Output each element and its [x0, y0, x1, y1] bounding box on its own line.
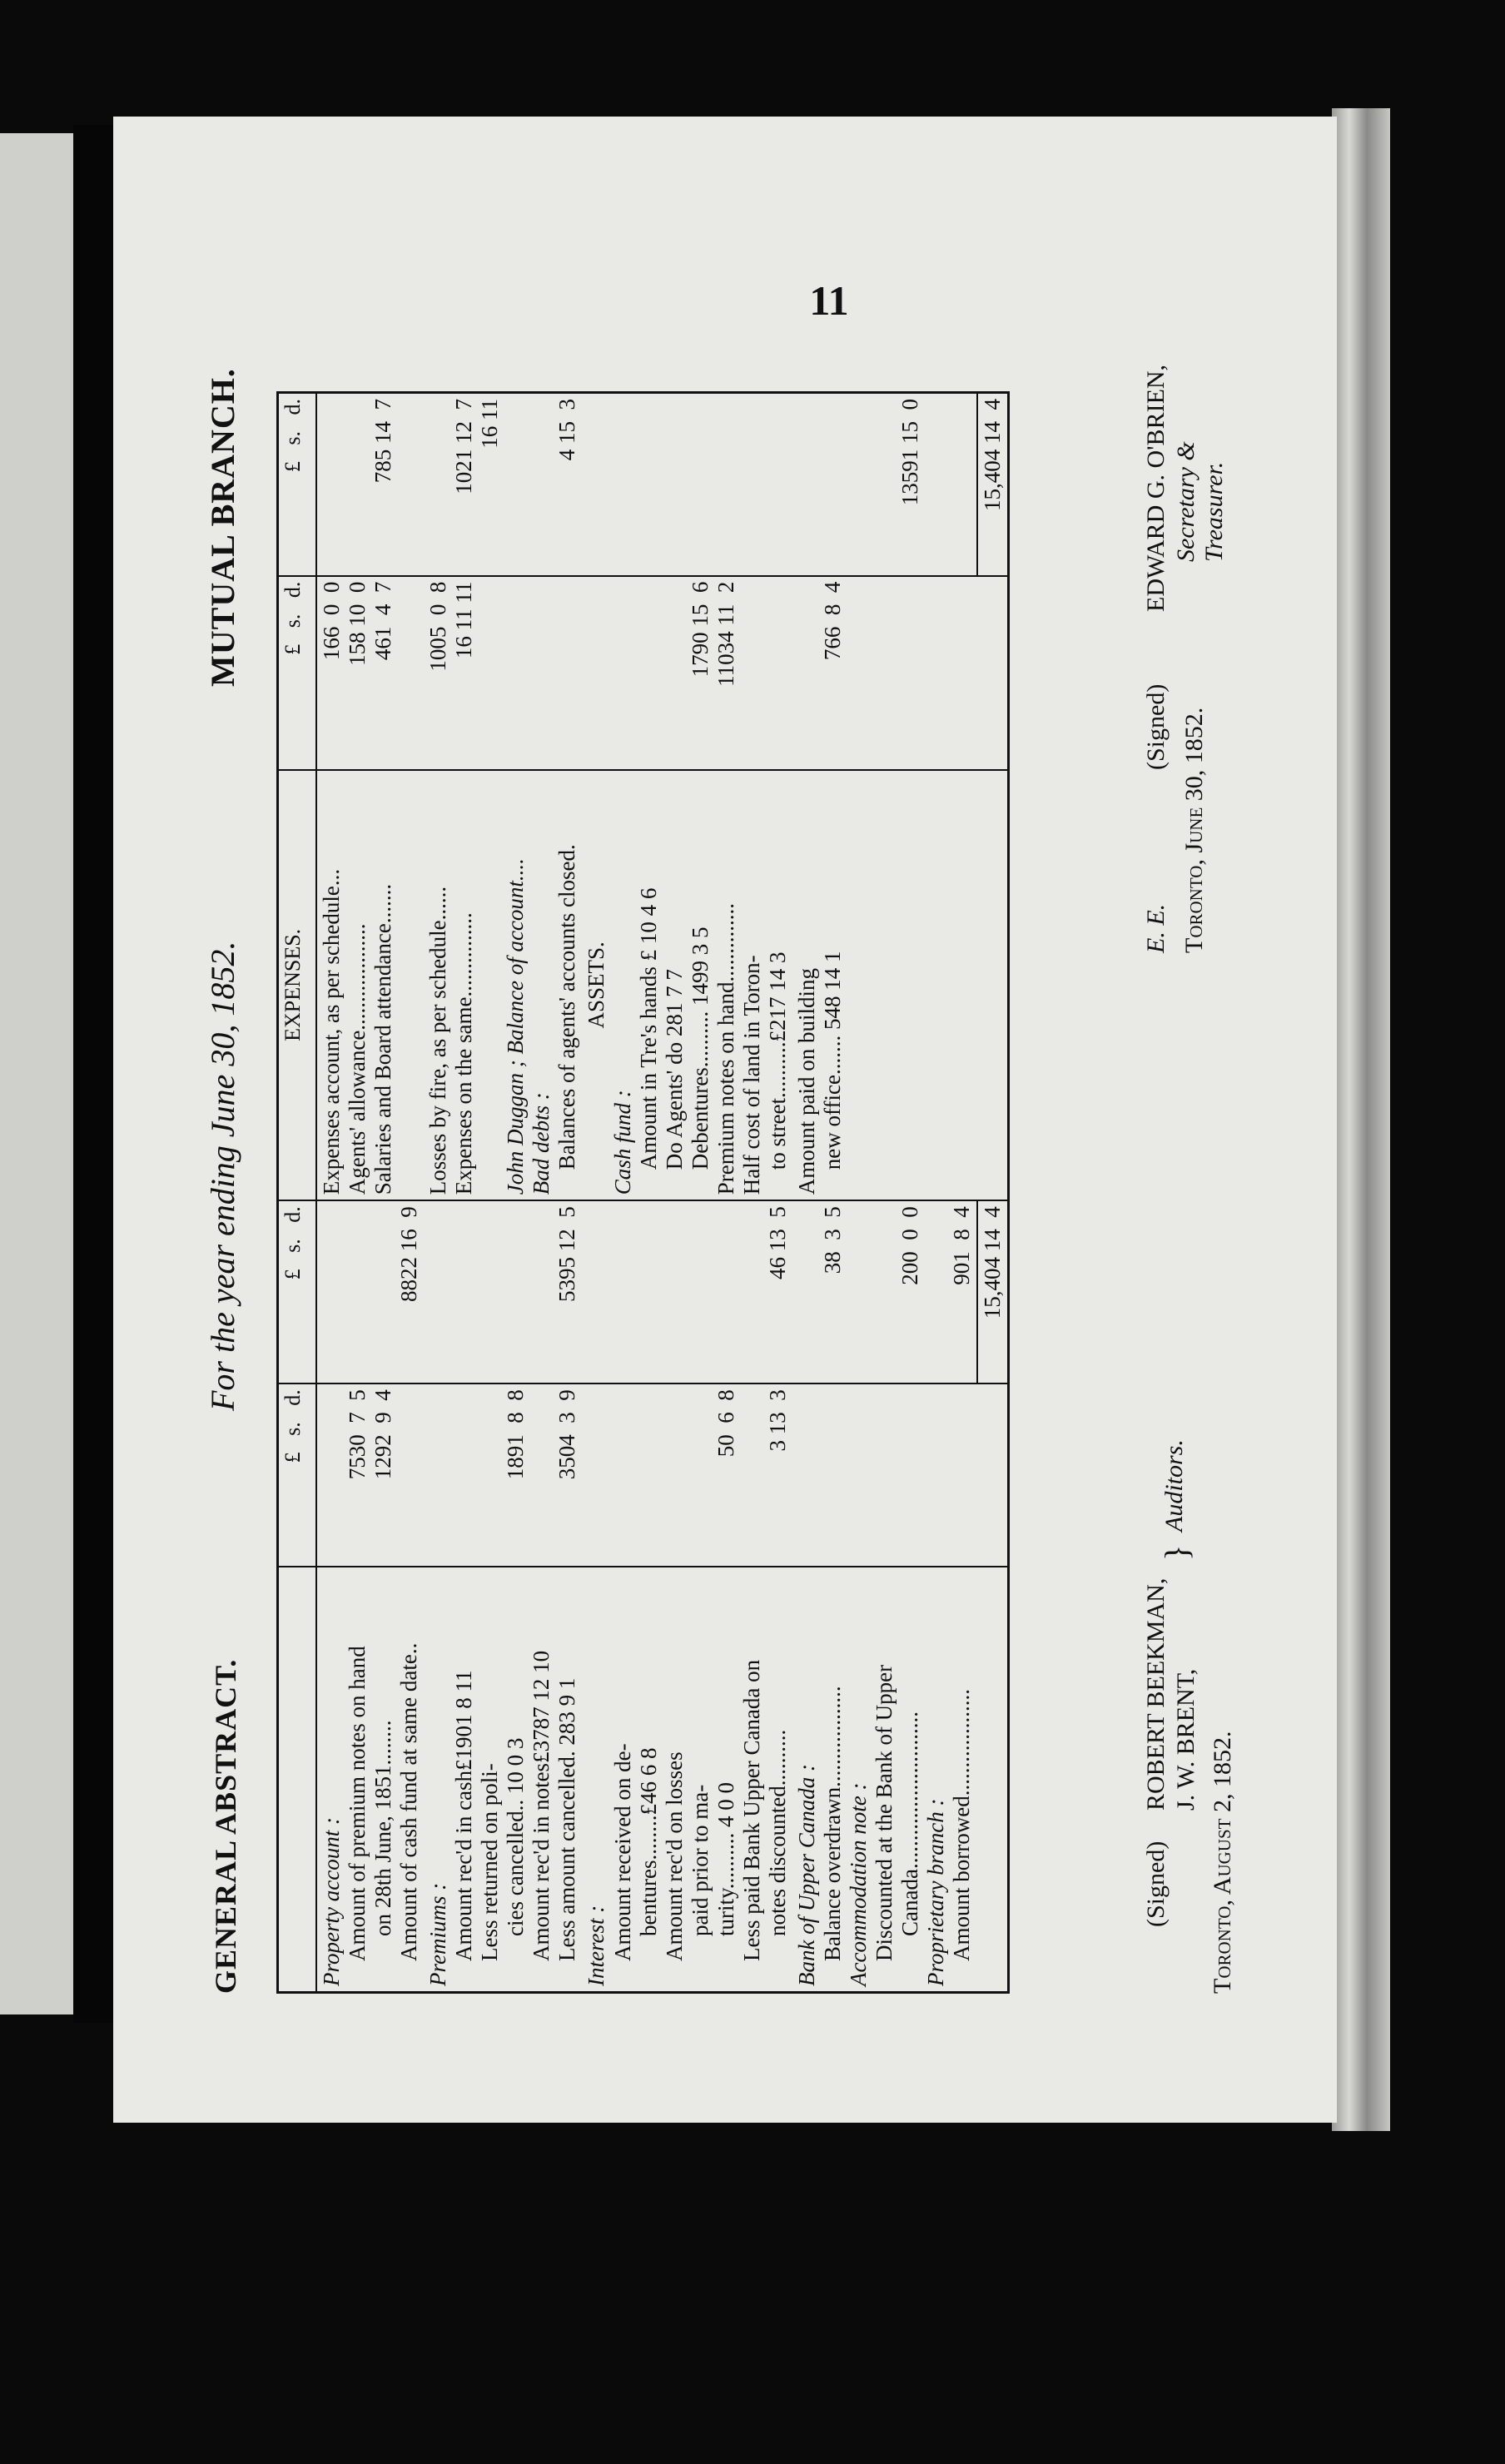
secretary-title: Secretary & Treasurer. — [1172, 441, 1228, 562]
col-header: £ s. d. — [278, 393, 317, 576]
total: 8822 16 9 — [396, 1206, 422, 1302]
line-text: Agents' allowance................... — [345, 923, 370, 1195]
line-text: Discounted at the Bank of Upper — [871, 1664, 897, 1961]
col-header: £ s. d. — [278, 1200, 317, 1384]
signed-label: (Signed) — [1142, 683, 1170, 770]
left-desc-header — [278, 1567, 317, 1992]
grand-total-right: 15,404 14 4 — [977, 393, 1009, 576]
assets-header: ASSETS. — [584, 941, 609, 1029]
line-text: Amount received on de- — [609, 1743, 635, 1961]
section-title: Proprietary branch : — [923, 1798, 949, 1986]
amount: 1790 15 6 — [687, 581, 713, 678]
total: 200 0 0 — [897, 1206, 923, 1285]
secretary-name: EDWARD G. O'BRIEN, — [1142, 364, 1170, 612]
signed-label: (Signed) — [1142, 1841, 1170, 1927]
section-title: Cash fund : — [609, 1090, 635, 1195]
table-row — [316, 393, 424, 1993]
amount: 16 11 11 — [451, 581, 477, 659]
line-text: Balances of agents' accounts closed. — [554, 844, 580, 1170]
section-title: Bad debts : — [529, 1092, 554, 1195]
line-text: paid prior to ma- — [687, 1784, 713, 1936]
gutter-shadow — [73, 125, 113, 2023]
line-text: Canada............................ — [897, 1711, 923, 1936]
line-text: Amount of cash fund at same date.. — [396, 1642, 422, 1961]
place-date: Toronto, June 30, 1852. — [1180, 707, 1208, 953]
line-text: Amount rec'd on losses — [661, 1751, 687, 1961]
page-number: 11 — [809, 277, 849, 324]
header-subtitle: For the year ending June 30, 1852. — [204, 941, 241, 1411]
header — [185, 337, 260, 2027]
total: 46 13 5 — [764, 1206, 790, 1279]
line-text: Half cost of land in Toron- — [738, 955, 764, 1195]
line-text: Amount of premium notes on hand — [345, 1646, 370, 1961]
section-title: Bank of Upper Canada : — [793, 1764, 819, 1986]
auditor-name: ROBERT BEEKMAN, — [1142, 1577, 1170, 1811]
header-right-title: MUTUAL BRANCH. — [204, 368, 241, 687]
abstract-table — [276, 391, 1010, 1994]
line-text: cies cancelled.. 10 0 3 — [503, 1737, 529, 1936]
line-text: turity.......... 4 0 0 — [713, 1782, 738, 1936]
table-row — [424, 393, 582, 1993]
totals-row — [977, 393, 1009, 1993]
rotated-abstract — [185, 337, 1250, 2027]
line-text: Less returned on poli- — [477, 1763, 503, 1961]
line-text: Less paid Bank Upper Canada on — [738, 1659, 764, 1961]
total: 4 15 3 — [554, 399, 580, 461]
line-text: Losses by fire, as per schedule...... — [425, 886, 451, 1195]
total: 901 8 4 — [949, 1206, 975, 1285]
amount: 1292 9 4 — [370, 1389, 396, 1480]
amount: 1005 0 8 — [425, 581, 451, 672]
line-text: to street..........£217 14 3 — [764, 951, 790, 1170]
line-text: Amount rec'd in cash£1901 8 11 — [451, 1670, 477, 1961]
table-row — [582, 393, 792, 1993]
amount: 166 0 0 — [319, 581, 344, 661]
line-text: notes discounted.......... — [764, 1729, 790, 1936]
amount: 16 11 — [477, 399, 503, 449]
previous-page-edge — [0, 133, 73, 2014]
amount: 158 10 0 — [345, 581, 370, 666]
brace-glyph: } — [1158, 1544, 1195, 1561]
place-date: Toronto, August 2, 1852. — [1209, 1731, 1236, 1994]
section-title: Property account : — [319, 1817, 344, 1986]
line-text: Less amount cancelled. 283 9 1 — [554, 1677, 580, 1961]
total: 13591 15 0 — [897, 399, 923, 506]
line-text: Amount in Tre's hands £ 10 4 6 — [635, 887, 661, 1170]
section-title: Interest : — [584, 1905, 609, 1986]
line-text: Balance overdrawn.................. — [819, 1686, 845, 1961]
line-text: Premium notes on hand.............. — [713, 903, 738, 1195]
line-text: Expenses on the same............... — [451, 912, 477, 1195]
line-text: Amount paid on building — [793, 967, 819, 1195]
amount: 461 4 7 — [370, 581, 396, 661]
line-text: Amount rec'd in notes£3787 12 10 — [529, 1650, 554, 1961]
line-text: Debentures.......... 1499 3 5 — [687, 926, 713, 1170]
total: 785 14 7 — [370, 399, 396, 484]
line-text: new office....... 548 14 1 — [819, 951, 845, 1170]
auditor-name: J. W. BRENT, — [1172, 1668, 1200, 1811]
line-text: Salaries and Board attendance....... — [370, 883, 396, 1195]
section-title: Accommodation note : — [845, 1782, 871, 1986]
table-header-row — [278, 393, 317, 1993]
line-text: John Duggan ; Balance of account.... — [503, 858, 529, 1195]
line-text: Expenses account, as per schedule... — [319, 868, 344, 1195]
total: 5395 12 5 — [554, 1206, 580, 1302]
line-text: Amount borrowed................... — [949, 1689, 975, 1961]
amount: 1891 8 8 — [503, 1389, 529, 1480]
initials: E. E. — [1142, 903, 1170, 953]
col-header: £ s. d. — [278, 576, 317, 770]
auditors-label: Auditors. — [1160, 1439, 1188, 1532]
amount: 3 13 3 — [764, 1389, 790, 1452]
amount: 7530 7 5 — [345, 1389, 370, 1480]
amount: 3504 3 9 — [554, 1389, 580, 1480]
grand-total-left: 15,404 14 4 — [977, 1200, 1009, 1384]
col-header: £ s. d. — [278, 1384, 317, 1567]
table-row — [792, 393, 977, 1993]
line-text: on 28th June, 1851........ — [370, 1720, 396, 1936]
section-title: Premiums : — [425, 1882, 451, 1986]
amount: 50 6 8 — [713, 1389, 738, 1458]
page-stack-edge — [1332, 108, 1390, 2131]
header-left-title: GENERAL ABSTRACT. — [209, 1658, 242, 1994]
line-text: Do Agents' do 281 7 7 — [661, 969, 687, 1170]
expenses-header: EXPENSES. — [278, 770, 317, 1201]
total: 38 3 5 — [819, 1206, 845, 1274]
total: 1021 12 7 — [451, 399, 477, 494]
line-text: bentures........£46 6 8 — [635, 1747, 661, 1936]
amount: 766 8 4 — [819, 581, 845, 661]
amount: 11034 11 2 — [713, 581, 738, 687]
